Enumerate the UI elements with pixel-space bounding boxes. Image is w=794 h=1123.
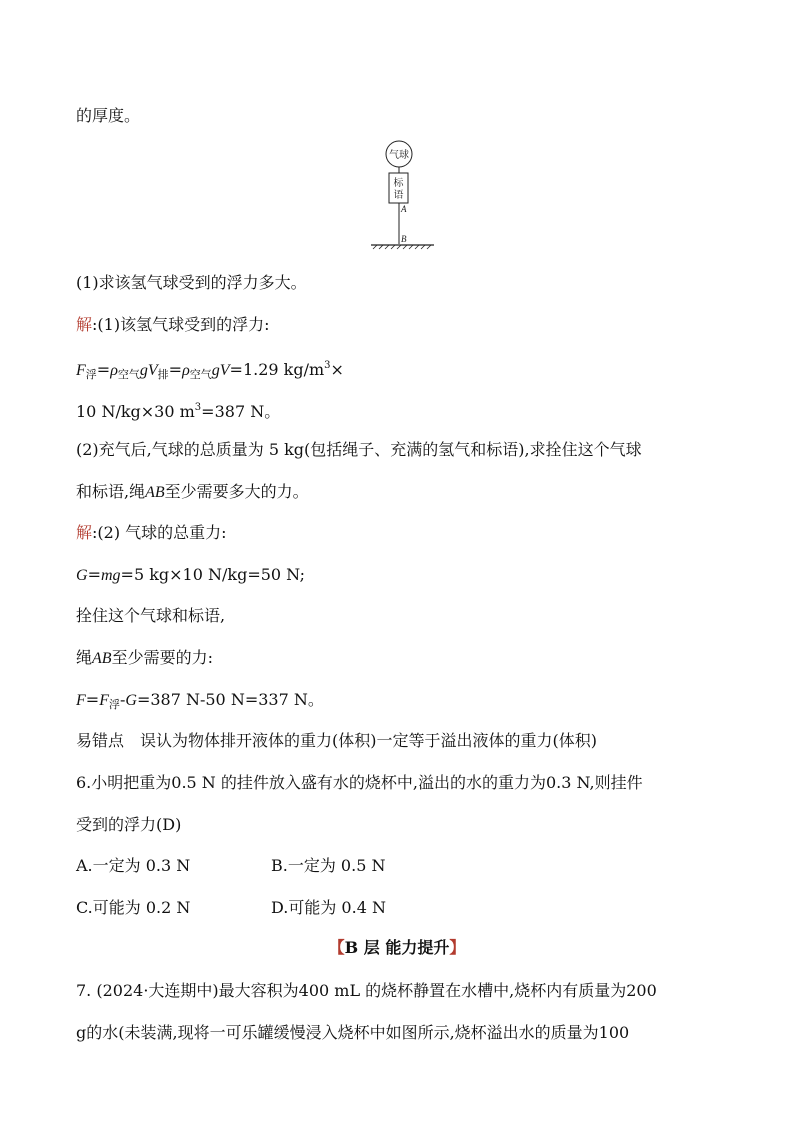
- question-7-line-1: 7. (2024·大连期中)最大容积为400 mL 的烧杯静置在水槽中,烧杯内有质量为200: [76, 981, 657, 1000]
- section-heading: 【B 层 能力提升】: [328, 938, 466, 957]
- answer-1-text: :(1)该氢气球受到的浮力:: [92, 315, 270, 334]
- answer-1-formula: $F_浮=\rho_{空气}gV_排=\rho_{空气}gV=1.29$ $kg/m^3\times$: [76, 360, 344, 381]
- jie-label: 解: [76, 315, 93, 334]
- answer-2-line-3: 拴住这个气球和标语,: [76, 606, 226, 625]
- balloon-label: 气球: [389, 150, 409, 161]
- question-1: (1)求该氢气球受到的浮力多大。: [76, 273, 307, 292]
- point-a-label: A: [401, 204, 407, 214]
- banner-label: 标: [393, 178, 404, 189]
- point-b-label: B: [401, 234, 407, 244]
- option-c: C.可能为 0.2 N: [76, 898, 191, 917]
- option-b: B.一定为 0.5 N: [271, 856, 386, 875]
- question-6-line-2: 受到的浮力(D): [76, 815, 182, 834]
- answer-2-weight: G=mg=5 kg×10 N/kg=50 N;: [76, 565, 305, 584]
- question-6-line-1: 6.小明把重为0.5 N 的挂件放入盛有水的烧杯中,溢出的水的重力为0.3 N,则挂件: [76, 773, 643, 792]
- answer-2-line-4: 绳AB至少需要的力:: [76, 648, 213, 667]
- answer-2-result: $F=F_浮-G=387$ N-50 N=337 N。: [76, 690, 324, 711]
- question-2-line-1: (2)充气后,气球的总质量为 5 kg(包括绳子、充满的氢气和标语),求拴住这个气球: [76, 440, 642, 459]
- banner-label-2: 语: [393, 190, 404, 201]
- ground-hatch: [373, 245, 431, 249]
- option-d: D.可能为 0.4 N: [271, 898, 386, 917]
- answer-1-result: 10 N/kg×30 $m^3=387$ N。: [76, 402, 281, 421]
- text-line: 的厚度。: [76, 106, 141, 125]
- question-2-line-2: 和标语,绳AB至少需要多大的力。: [76, 482, 309, 501]
- error-point: 易错点 误认为物体排开液体的重力(体积)一定等于溢出液体的重力(体积): [76, 731, 597, 750]
- answer-2-heading: 解:(2) 气球的总重力:: [76, 523, 227, 542]
- question-7-line-2: g的水(未装满,现将一可乐罐缓慢浸入烧杯中如图所示,烧杯溢出水的质量为100: [76, 1023, 630, 1042]
- answer-1-heading: [76, 315, 269, 335]
- balloon-figure: [366, 140, 446, 252]
- jie-label: 解: [76, 523, 93, 542]
- option-a: A.一定为 0.3 N: [76, 856, 191, 875]
